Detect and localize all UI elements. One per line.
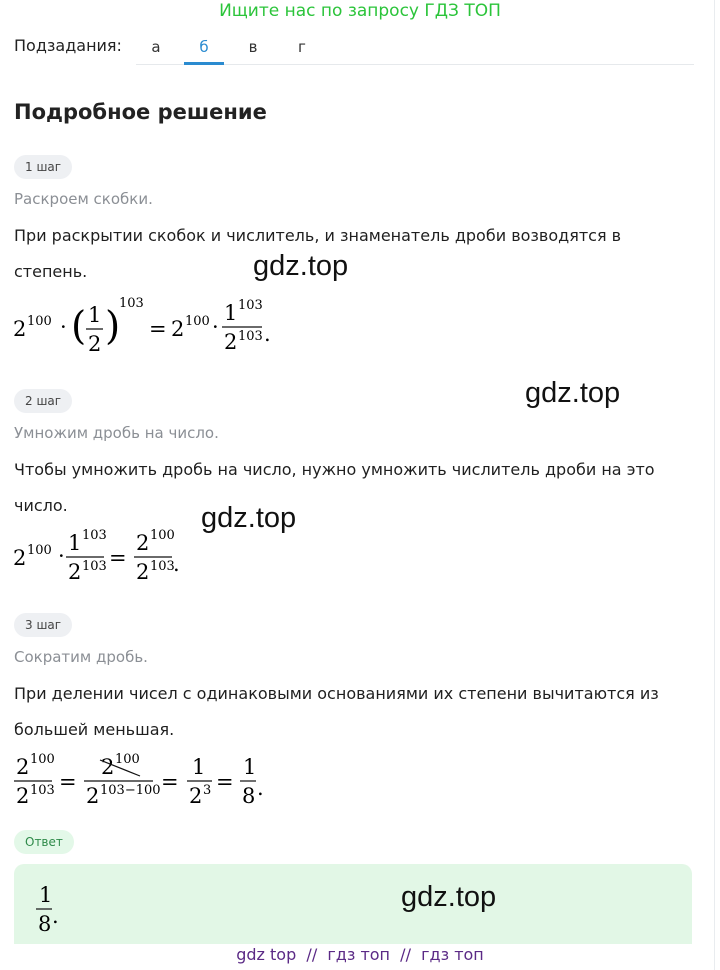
subtask-tab-v[interactable]: в: [248, 38, 258, 56]
formula-token: 3: [203, 783, 212, 798]
step-3-text-line-2: большей меньшая.: [14, 720, 175, 739]
step-3-text-line-1: При делении чисел с одинаковыми основаниями их степени вычитаются из: [14, 684, 659, 703]
formula-token: 2: [136, 531, 150, 555]
formula-token: 2: [88, 332, 102, 356]
formula-token: 2: [171, 317, 185, 341]
step-3-formula: [10, 750, 280, 810]
step-1-chip: 1 шаг: [14, 155, 72, 179]
step-2-text-line-1: Чтобы умножить дробь на число, нужно умножить числитель дроби на это: [14, 460, 655, 479]
watermark: gdz.top: [253, 250, 349, 282]
formula-token: 103: [30, 783, 55, 798]
watermark: gdz.top: [201, 502, 297, 534]
formula-token: ·: [60, 315, 67, 339]
page-divider: [714, 0, 715, 970]
formula-token: 1: [224, 301, 238, 325]
step-1-hint: Раскроем скобки.: [14, 190, 153, 208]
formula-token: .: [257, 776, 264, 800]
formula-token: 2: [68, 560, 82, 584]
formula-token: 2: [101, 755, 115, 779]
formula-token: 2: [189, 784, 203, 808]
formula-token: ·: [58, 544, 65, 568]
step-1-text-line-2: степень.: [14, 262, 88, 281]
formula-token: 2: [86, 784, 100, 808]
answer-value-text: [0, 0, 1, 1]
formula-token: 2: [136, 560, 150, 584]
formula-token: 2: [224, 330, 238, 354]
formula-token: 1: [192, 755, 206, 779]
step-2-chip: 2 шаг: [14, 389, 72, 413]
formula-token: 100: [27, 543, 52, 558]
answer-formula: [30, 878, 80, 938]
formula-token: 103: [119, 296, 144, 311]
formula-token: 1: [243, 755, 257, 779]
step-2-formula: [10, 526, 210, 586]
formula-token: 100: [185, 314, 210, 329]
formula-token: .: [264, 322, 271, 346]
formula-token: 103: [82, 528, 107, 543]
formula-token: 100: [30, 752, 55, 767]
footer-links: gdz top // гдз топ // гдз топ: [236, 945, 484, 964]
subtask-tab-b[interactable]: б: [199, 38, 209, 56]
subtasks-label: Подзадания:: [14, 36, 122, 55]
subtask-tab-a[interactable]: а: [151, 38, 161, 56]
solution-title: Подробное решение: [14, 100, 267, 124]
watermark: gdz.top: [401, 881, 497, 913]
step-2-hint: Умножим дробь на число.: [14, 424, 219, 442]
step-3-hint: Сократим дробь.: [14, 648, 148, 666]
formula-token: 2: [16, 784, 30, 808]
formula-token: 100: [27, 314, 52, 329]
answer-box: [14, 864, 692, 944]
formula-token: =: [59, 770, 77, 794]
step-2-text-line-2: число.: [14, 496, 68, 515]
step-1-formula: [10, 292, 290, 362]
search-banner: Ищите нас по запросу ГДЗ ТОП: [219, 1, 501, 21]
formula-token: =: [216, 770, 234, 794]
formula-token: 2: [13, 546, 27, 570]
formula-token: (: [71, 304, 87, 349]
formula-token: =: [161, 770, 179, 794]
formula-token: =: [149, 317, 167, 341]
formula-token: .: [173, 552, 180, 576]
answer-chip: Ответ: [14, 830, 74, 854]
formula-token: =: [109, 546, 127, 570]
formula-token: ·: [212, 315, 219, 339]
formula-token: 103: [238, 298, 263, 313]
formula-token: 100: [115, 752, 140, 767]
formula-token: 103: [150, 559, 175, 574]
step-2-text: [14, 452, 664, 524]
formula-token: 103: [238, 329, 263, 344]
formula-token: ): [105, 304, 121, 349]
active-tab-indicator: [184, 62, 224, 65]
step-1-text-line-1: При раскрытии скобок и числитель, и знаменатель дроби возводятся в: [14, 226, 622, 245]
formula-token: 1: [39, 883, 53, 907]
formula-token: 100: [150, 528, 175, 543]
formula-token: .: [52, 904, 59, 928]
formula-token: 2: [16, 755, 30, 779]
formula-token: 1: [68, 531, 82, 555]
formula-token: 8: [242, 784, 256, 808]
watermark: gdz.top: [525, 377, 621, 409]
formula-token: 2: [13, 317, 27, 341]
formula-token: 103−100: [100, 783, 161, 798]
step-3-chip: 3 шаг: [14, 613, 72, 637]
formula-token: 1: [88, 303, 102, 327]
subtask-tab-g[interactable]: г: [298, 38, 306, 56]
formula-token: 103: [82, 559, 107, 574]
step-3-text: [14, 676, 664, 748]
formula-token: 8: [38, 912, 52, 936]
